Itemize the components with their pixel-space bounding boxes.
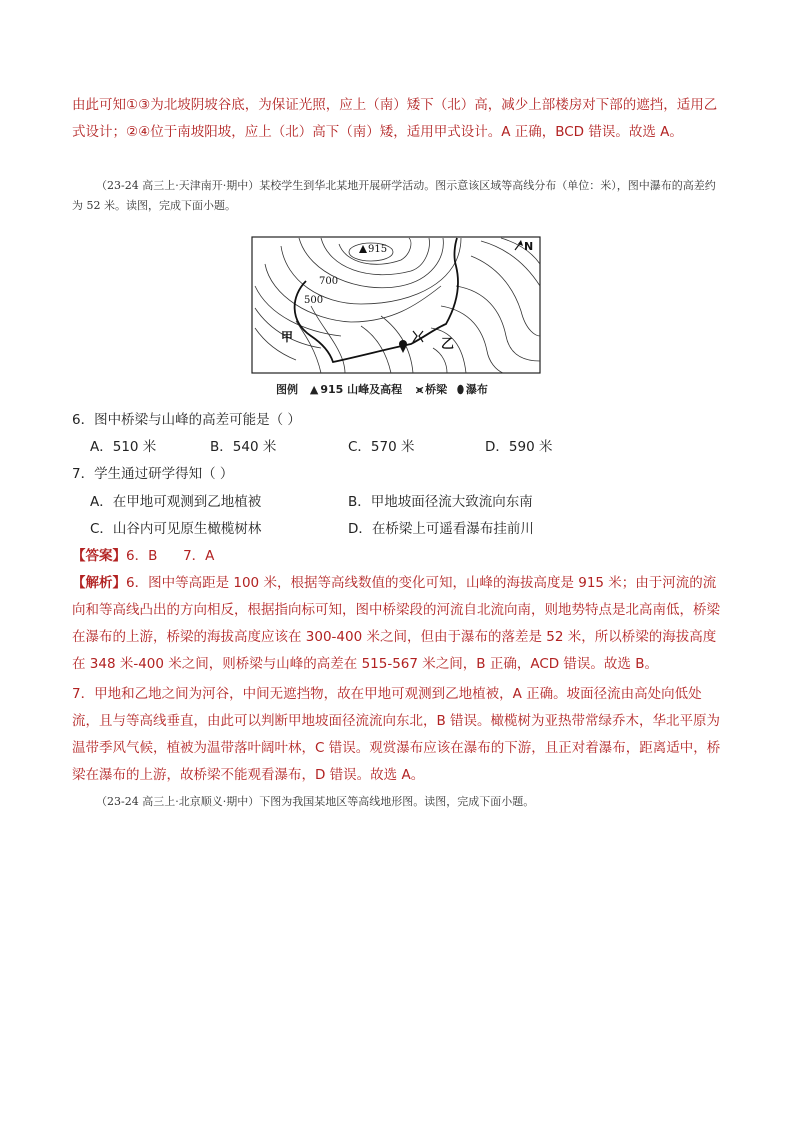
question-7-stem: 7．学生通过研学得知（ ）: [72, 466, 234, 482]
legend-peak-symbol: ▲: [309, 383, 319, 396]
contour-500-label: 500: [304, 295, 324, 306]
previous-analysis-text: 由此可知①③为北坡阴坡谷底，为保证光照，应上（南）矮下（北）高，减少上部楼房对下部的遮挡，适用乙式设计；②④位于南坡阳坡，应上（北）高下（南）矮，适用甲式设计。A 正确，BCD 错误。故选 A。: [72, 97, 718, 140]
legend-title: 图例: [276, 383, 298, 396]
question-6-option-d: D．590 米: [485, 439, 553, 455]
question-intro: （23-24 高三上·天津南开·期中）某校学生到华北某地开展研学活动。图示意该区域等高线分布（单位：米），图中瀑布的高差约为 52 米。读图，完成下面小题。: [72, 179, 716, 212]
legend-waterfall-symbol: ⬮: [456, 383, 464, 396]
contour-700-label: 700: [319, 276, 339, 287]
contour-map: [251, 236, 541, 374]
analysis-6: [72, 570, 724, 678]
analysis-6-text: 6．图中等高距是 100 米，根据等高线数值的变化可知，山峰的海拔高度是 915 米；由于河流的流向和等高线凸出的方向相反，根据指向标可知，图中桥梁段的河流自北流向南，则地势特点是北高南低，桥梁在瀑布的上游，桥梁的海拔高度应该在 300-400 米之间，但由于瀑布的落差是 52 米，所以桥梁的海拔高度在 348 米-400 米之间，则桥梁与山峰的高差在 515-567 米之间，B 正确，ACD 错误。故选 B。: [72, 575, 720, 672]
legend-waterfall-label: 瀑布: [465, 383, 488, 396]
question-6-option-b: B．540 米: [210, 439, 277, 455]
legend-bridge-symbol: ⪤: [415, 383, 424, 396]
question-6-stem: 6．图中桥梁与山峰的高差可能是（ ）: [72, 412, 301, 428]
north-label: N: [524, 240, 534, 253]
question-7-option-a: A．在甲地可观测到乙地植被: [90, 494, 262, 510]
analysis-7-text: 7．甲地和乙地之间为河谷，中间无遮挡物，故在甲地可观测到乙地植被，A 正确。坡面径流由高处向低处流，且与等高线垂直，由此可以判断甲地坡面径流流向东北，B 错误。橄榄树为亚热带常绿乔木，华北平原为温带季风气候，植被为温带落叶阔叶林，C 错误。观赏瀑布应该在瀑布的下游，且正对着瀑布，距离适中，桥梁在瀑布的上游，故桥梁不能观看瀑布，D 错误。故选 A。: [72, 686, 721, 783]
legend-peak-label: 915 山峰及高程: [320, 383, 403, 396]
place-yi-label: 乙: [441, 337, 455, 352]
answer-text: 6．B 7．A: [126, 548, 215, 564]
analysis-label: 【解析】: [72, 575, 126, 591]
next-question-intro: （23-24 高三上·北京顺义·期中）下图为我国某地区等高线地形图。读图，完成下面小题。: [96, 795, 535, 808]
place-jia-label: 甲: [281, 330, 294, 344]
answer-label: 【答案】: [72, 548, 126, 564]
question-6-option-c: C．570 米: [348, 439, 415, 455]
question-6-option-a: A．510 米: [90, 439, 157, 455]
question-7-option-d: D．在桥梁上可遥看瀑布挂前川: [348, 521, 534, 537]
peak-elevation-label: 915: [368, 244, 388, 255]
question-7-option-c: C．山谷内可见原生橄榄树林: [90, 521, 262, 537]
map-legend: [276, 381, 526, 397]
legend-bridge-label: 桥梁: [425, 383, 448, 396]
answer-line: [72, 546, 214, 566]
question-7-option-b: B．甲地坡面径流大致流向东南: [348, 494, 533, 510]
